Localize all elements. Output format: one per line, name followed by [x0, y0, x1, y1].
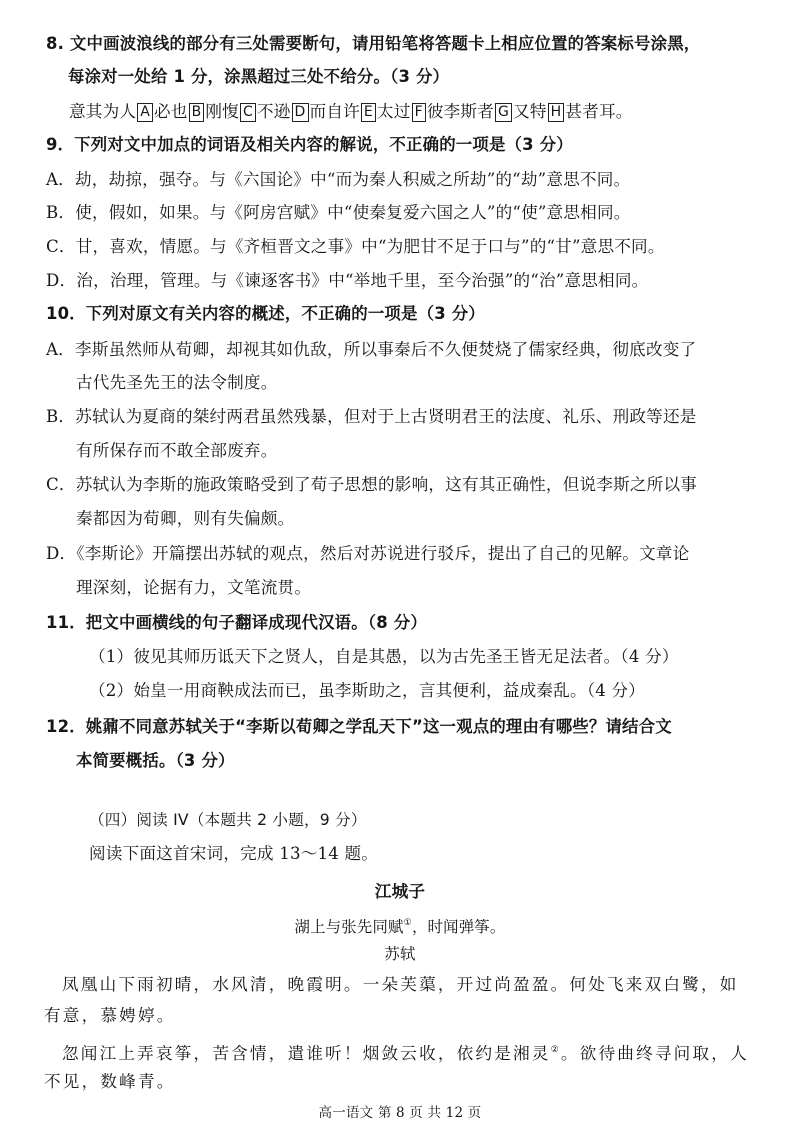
q10-option-c-line1: C．苏轼认为李斯的施政策略受到了荀子思想的影响，这有其正确性，但说李斯之所以事 [46, 475, 698, 494]
q10-option-b-line1: B．苏轼认为夏商的桀纣两君虽然残暴，但对于上古贤明君王的法度、礼乐、刑政等还是 [46, 407, 697, 426]
poem-subtitle-note: ① [403, 918, 412, 928]
q12-instruction-line1: 12．姚鼐不同意苏轼关于“李斯以荀卿之学乱天下”这一观点的理由有哪些？请结合文 [46, 717, 672, 736]
poem-stanza1-line2: 有意，慕娉婷。 [44, 1006, 176, 1025]
poem-stanza2-line1 [62, 1039, 749, 1065]
poem-author: 苏轼 [384, 945, 416, 963]
q8-sentence-prefix: 意其为人 [69, 102, 137, 121]
section-4-title: （四）阅读 IV（本题共 2 小题，9 分） [89, 811, 367, 829]
page-footer: 高一语文 第 8 页 共 12 页 [318, 1105, 482, 1121]
q10-option-b-line2: 有所保存而不敢全部废弃。 [76, 441, 278, 460]
q8-mark-a: A [137, 103, 153, 122]
poem-stanza2-note: ② [550, 1045, 561, 1055]
poem-stanza1-line1: 凤凰山下雨初晴，水风清，晚霞明。一朵芙蕖，开过尚盈盈。何处飞来双白鹭，如 [62, 975, 739, 994]
poem-title: 江城子 [374, 882, 426, 901]
q10-option-a-line1: A．李斯虽然师从荀卿，却视其如仇敌，所以事秦后不久便焚烧了儒家经典，彻底改变了 [46, 340, 697, 359]
section-4-instruction: 阅读下面这首宋词，完成 13～14 题。 [89, 844, 379, 863]
q8-sentence [69, 101, 633, 123]
poem-subtitle-tail: ，时闻弹筝。 [411, 918, 506, 936]
q8-mark-h: H [548, 103, 565, 122]
poem-stanza2-line2: 不见，数峰青。 [44, 1072, 176, 1091]
poem-subtitle [0, 912, 800, 938]
q8-segment-c: 不逊 [256, 102, 291, 121]
q8-segment-d: 而自许 [309, 102, 360, 121]
poem-subtitle-text: 湖上与张先同赋 [294, 918, 404, 936]
q9-option-d: D．治，治理，管理。与《谏逐客书》中“举地千里，至今治强”的“治”意思相同。 [46, 271, 649, 290]
q8-segment-e: 太过 [376, 102, 411, 121]
q8-mark-f: F [412, 103, 426, 122]
poem-stanza2-text: 忽闻江上弄哀筝，苦含情，遣谁听！烟敛云收，依约是湘灵 [62, 1044, 551, 1063]
q12-instruction-line2: 本简要概括。（3 分） [76, 751, 235, 770]
q9-instruction: 9．下列对文中加点的词语及相关内容的解说，不正确的一项是（3 分） [46, 135, 573, 154]
q11-item-1: （1）彼见其师历诋天下之贤人，自是其愚，以为古先圣王皆无足法者。（4 分） [89, 647, 679, 666]
q8-mark-g: G [495, 103, 512, 122]
q10-option-c-line2: 秦都因为荀卿，则有失偏颇。 [76, 509, 295, 528]
q10-instruction: 10．下列对原文有关内容的概述，不正确的一项是（3 分） [46, 304, 485, 323]
poem-stanza2-tail: 。欲待曲终寻问取，人 [560, 1044, 749, 1063]
q9-option-a: A．劫，劫掠，强夺。与《六国论》中“而为秦人积威之所劫”的“劫”意思不同。 [46, 170, 631, 189]
q11-item-2: （2）始皇一用商鞅成法而已，虽李斯助之，言其便利，益成秦乱。（4 分） [89, 681, 646, 700]
q8-segment-h: 甚者耳。 [565, 102, 633, 121]
q8-segment-a: 必也 [153, 102, 188, 121]
q8-instruction-line1: 8. 文中画波浪线的部分有三处需要断句，请用铅笔将答题卡上相应位置的答案标号涂黑， [46, 34, 701, 53]
q10-option-d-line2: 理深刻，论据有力，文笔流贯。 [76, 578, 312, 597]
q9-option-b: B．使，假如，如果。与《阿房宫赋》中“使秦复爱六国之人”的“使”意思相同。 [46, 203, 631, 222]
q8-mark-d: D [292, 103, 309, 122]
q8-instruction-line2: 每涂对一处给 1 分，涂黑超过三处不给分。（3 分） [68, 67, 450, 86]
q8-mark-b: B [189, 103, 205, 122]
q8-segment-f: 彼李斯者 [426, 102, 495, 121]
q10-option-a-line2: 古代先圣先王的法令制度。 [76, 373, 278, 392]
q10-option-d-line1: D．《李斯论》开篇摆出苏轼的观点，然后对苏说进行驳斥，提出了自己的见解。文章论 [46, 544, 690, 563]
q8-segment-b: 刚愎 [205, 102, 239, 121]
q8-segment-g: 又特 [513, 102, 547, 121]
q8-mark-c: C [240, 103, 256, 122]
q9-option-c: C．甘，喜欢，情愿。与《齐桓晋文之事》中“为肥甘不足于口与”的“甘”意思不同。 [46, 237, 665, 256]
q8-mark-e: E [361, 103, 376, 122]
q11-instruction: 11．把文中画横线的句子翻译成现代汉语。（8 分） [46, 613, 427, 632]
